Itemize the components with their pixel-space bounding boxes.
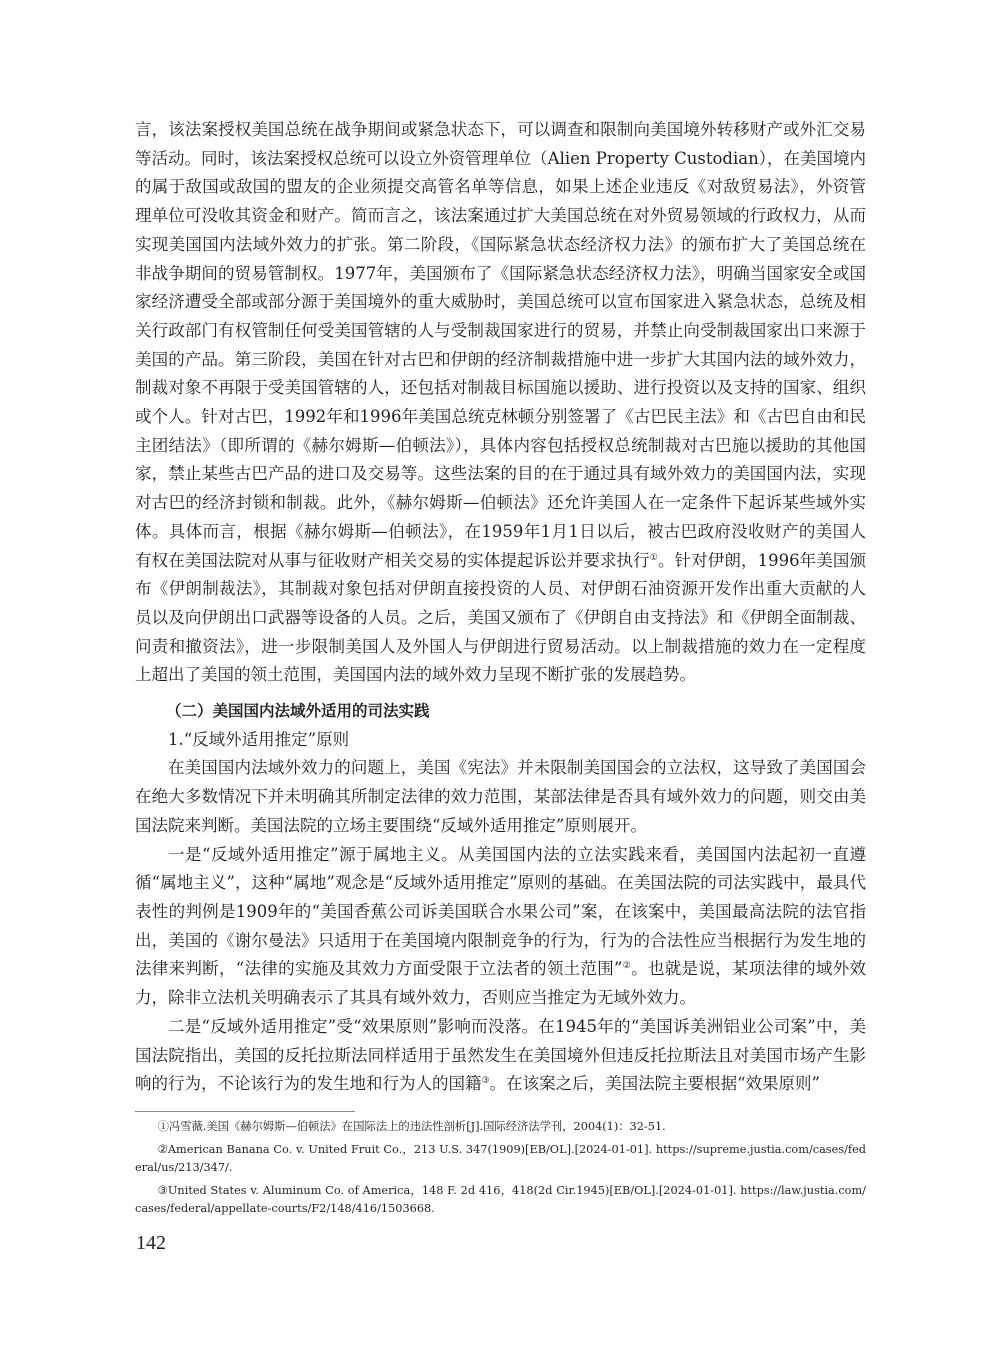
footnotes bbox=[135, 1118, 866, 1223]
paragraph bbox=[135, 1013, 866, 1099]
footnote: ②American Banana Co. v. United Fruit Co.，213 U.S. 347(1909)[EB/OL].[2024-01-01]. https://supreme.justia.com/cases/federal/us/213/347/. bbox=[135, 1142, 866, 1174]
paragraph-text: 二是“反域外适用推定”受“效果原则”影响而没落。在1945年的“美国诉美洲铝业公司案”中，美国法院指出，美国的反托拉斯法同样适用于虽然发生在美国境外但违反托拉斯法且对美国市场产生影响的行为，不论该行为的发生地和行为人的国籍 bbox=[135, 1016, 866, 1094]
footnote-ref[interactable]: ③ bbox=[481, 1076, 490, 1087]
section-heading: （二）美国国内法域外适用的司法实践 bbox=[166, 702, 430, 721]
paragraph-text: 一是“反域外适用推定”源于属地主义。从美国国内法的立法实践来看，美国国内法起初一直遵循“属地主义”，这种“属地”观念是“反域外适用推定”原则的基础。在美国法院的司法实践中，最具代表性的判例是1909年的“美国香蕉公司诉美国联合水果公司”案，在该案中，美国最高法院的法官指出，美国的《谢尔曼法》只适用于在美国境内限制竞争的行为，行为的合法性应当根据行为发生地的法律来判断，“法律的实施及其效力方面受限于立法者的领土范围” bbox=[135, 844, 866, 979]
footnote-ref[interactable]: ② bbox=[622, 961, 632, 972]
paragraph-text: 。针对伊朗，1996年美国颁布《伊朗制裁法》，其制裁对象包括对伊朗直接投资的人员、对伊朗石油资源开发作出重大贡献的人员以及向伊朗出口武器等设备的人员。之后，美国又颁布了《伊朗自由支持法》和《伊朗全面制裁、问责和撤资法》，进一步限制美国人及外国人与伊朗进行贸易活动。以上制裁措施的效力在一定程度上超出了美国的领土范围，美国国内法的域外效力呈现不断扩张的发展趋势。 bbox=[135, 550, 866, 685]
page-number: 142 bbox=[136, 1232, 166, 1254]
paragraph-text: 。也就是说，某项法律的域外效力，除非立法机关明确表示了其具有域外效力，否则应当推定为无域外效力。 bbox=[135, 959, 867, 1008]
paragraph bbox=[135, 116, 866, 690]
subsection-heading: 1.“反域外适用推定”原则 bbox=[168, 729, 350, 749]
footnote: ①冯雪薇.美国《赫尔姆斯—伯顿法》在国际法上的违法性剖析[J].国际经济法学刊，2004(1)：32-51. bbox=[157, 1120, 666, 1133]
paragraph: 在美国国内法域外效力的问题上，美国《宪法》并未限制美国国会的立法权，这导致了美国国会在绝大多数情况下并未明确其所制定法律的效力范围，某部法律是否具有域外效力的问题，则交由美国法院来判断。美国法院的立场主要围绕“反域外适用推定”原则展开。 bbox=[135, 758, 866, 835]
paragraph bbox=[135, 841, 866, 1013]
footnote-divider bbox=[135, 1111, 355, 1112]
paragraph-text: 。在该案之后，美国法院主要根据“效果原则” bbox=[489, 1074, 820, 1094]
paragraph-text: 言，该法案授权美国总统在战争期间或紧急状态下，可以调查和限制向美国境外转移财产或外汇交易等活动。同时，该法案授权总统可以设立外资管理单位（Alien Property Custodian），在美国境内的属于敌国或敌国的盟友的企业须提交高管名单等信息，如果上述企业违反《对敌贸易法》，外资管理单位可没收其资金和财产。简而言之，该法案通过扩大美国总统在对外贸易领域的行政权力，从而实现美国国内法域外效力的扩张。第二阶段，《国际紧急状态经济权力法》的颁布扩大了美国总统在非战争期间的贸易管制权。1977年，美国颁布了《国际紧急状态经济权力法》，明确当国家安全或国家经济遭受全部或部分源于美国境外的重大威胁时，美国总统可以宣布国家进入紧急状态，总统及相关行政部门有权管制任何受美国管辖的人与受制裁国家进行的贸易，并禁止向受制裁国家出口来源于美国的产品。第三阶段，美国在针对古巴和伊朗的经济制裁措施中进一步扩大其国内法的域外效力，制裁对象不再限于受美国管辖的人，还包括对制裁目标国施以援助、进行投资以及支持的国家、组织或个人。针对古巴，1992年和1996年美国总统克林顿分别签署了《古巴民主法》和《古巴自由和民主团结法》（即所谓的《赫尔姆斯—伯顿法》），具体内容包括授权总统制裁对古巴施以援助的其他国家，禁止某些古巴产品的进口及交易等。这些法案的目的在于通过具有域外效力的美国国内法，实现对古巴的经济封锁和制裁。此外，《赫尔姆斯—伯顿法》还允许美国人在一定条件下起诉某些域外实体。具体而言，根据《赫尔姆斯—伯顿法》，在1959年1月1日以后，被古巴政府没收财产的美国人有权在美国法院对从事与征收财产相关交易的实体提起诉讼并要求执行 bbox=[135, 120, 866, 570]
main-text bbox=[135, 116, 866, 1099]
footnote: ③United States v. Aluminum Co. of America，148 F. 2d 416，418(2d Cir.1945)[EB/OL].[2024-01-01]. https://law.justia.com/cases/federal/appellate-courts/F2/148/416/1503668. bbox=[135, 1183, 866, 1215]
footnote-ref[interactable]: ① bbox=[649, 552, 658, 563]
